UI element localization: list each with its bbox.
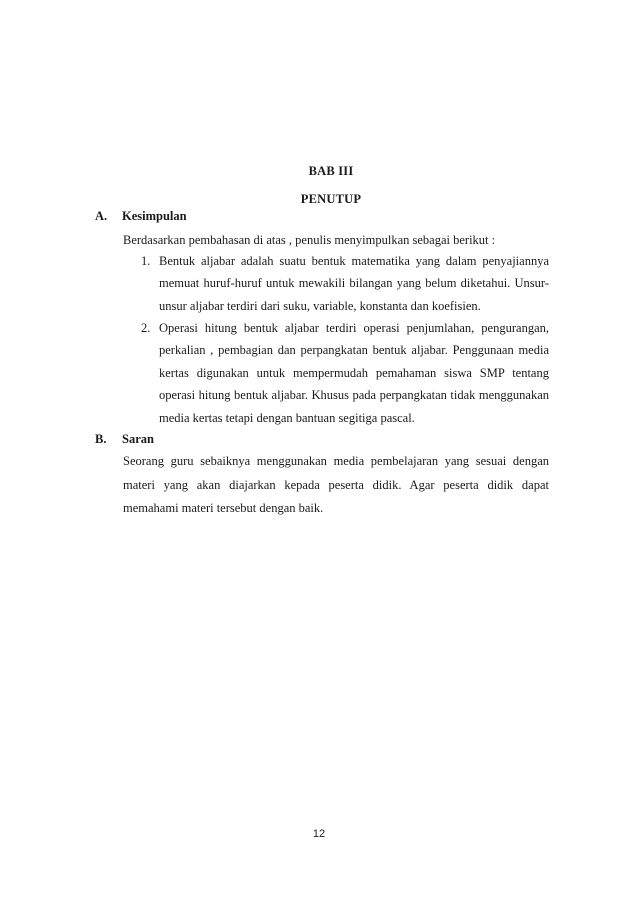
- section-number: A.: [95, 209, 108, 223]
- section-heading-saran: [95, 432, 154, 447]
- section-number: B.: [95, 432, 107, 446]
- list-item-text: Operasi hitung bentuk aljabar terdiri operasi penjumlahan, pengurangan, perkalian , pembagian dan perpangkatan bentuk aljabar. Penggunaan media kertas digunakan untuk mempermudah pemahaman siswa SMP tentang operasi hitung bentuk aljabar. Khusus pada perpangkatan tidak menggunakan media kertas tetapi dengan bantuan segitiga pascal.: [159, 321, 549, 425]
- list-item-number: 2.: [141, 321, 151, 335]
- list-item: [141, 317, 549, 429]
- page-number: 12: [312, 828, 326, 840]
- list-item: [141, 250, 549, 317]
- section-heading-kesimpulan: [95, 209, 187, 224]
- list-item-text: Bentuk aljabar adalah suatu bentuk matematika yang dalam penyajiannya memuat huruf-huruf untuk mewakili bilangan yang belum diketahui. Unsur-unsur aljabar terdiri dari suku, variable, konstanta dan koefisien.: [159, 254, 549, 313]
- chapter-label: BAB III: [308, 164, 354, 178]
- section-body: Seorang guru sebaiknya menggunakan media pembelajaran yang sesuai dengan materi yang akan diajarkan kepada peserta didik. Agar peserta didik dapat memahami materi tersebut dengan baik.: [123, 454, 549, 516]
- section-title: Kesimpulan: [122, 209, 187, 223]
- section-intro: Berdasarkan pembahasan di atas , penulis menyimpulkan sebagai berikut :: [123, 233, 496, 247]
- list-item-number: 1.: [141, 254, 151, 268]
- section-title: Saran: [122, 432, 154, 446]
- chapter-title: PENUTUP: [300, 192, 362, 206]
